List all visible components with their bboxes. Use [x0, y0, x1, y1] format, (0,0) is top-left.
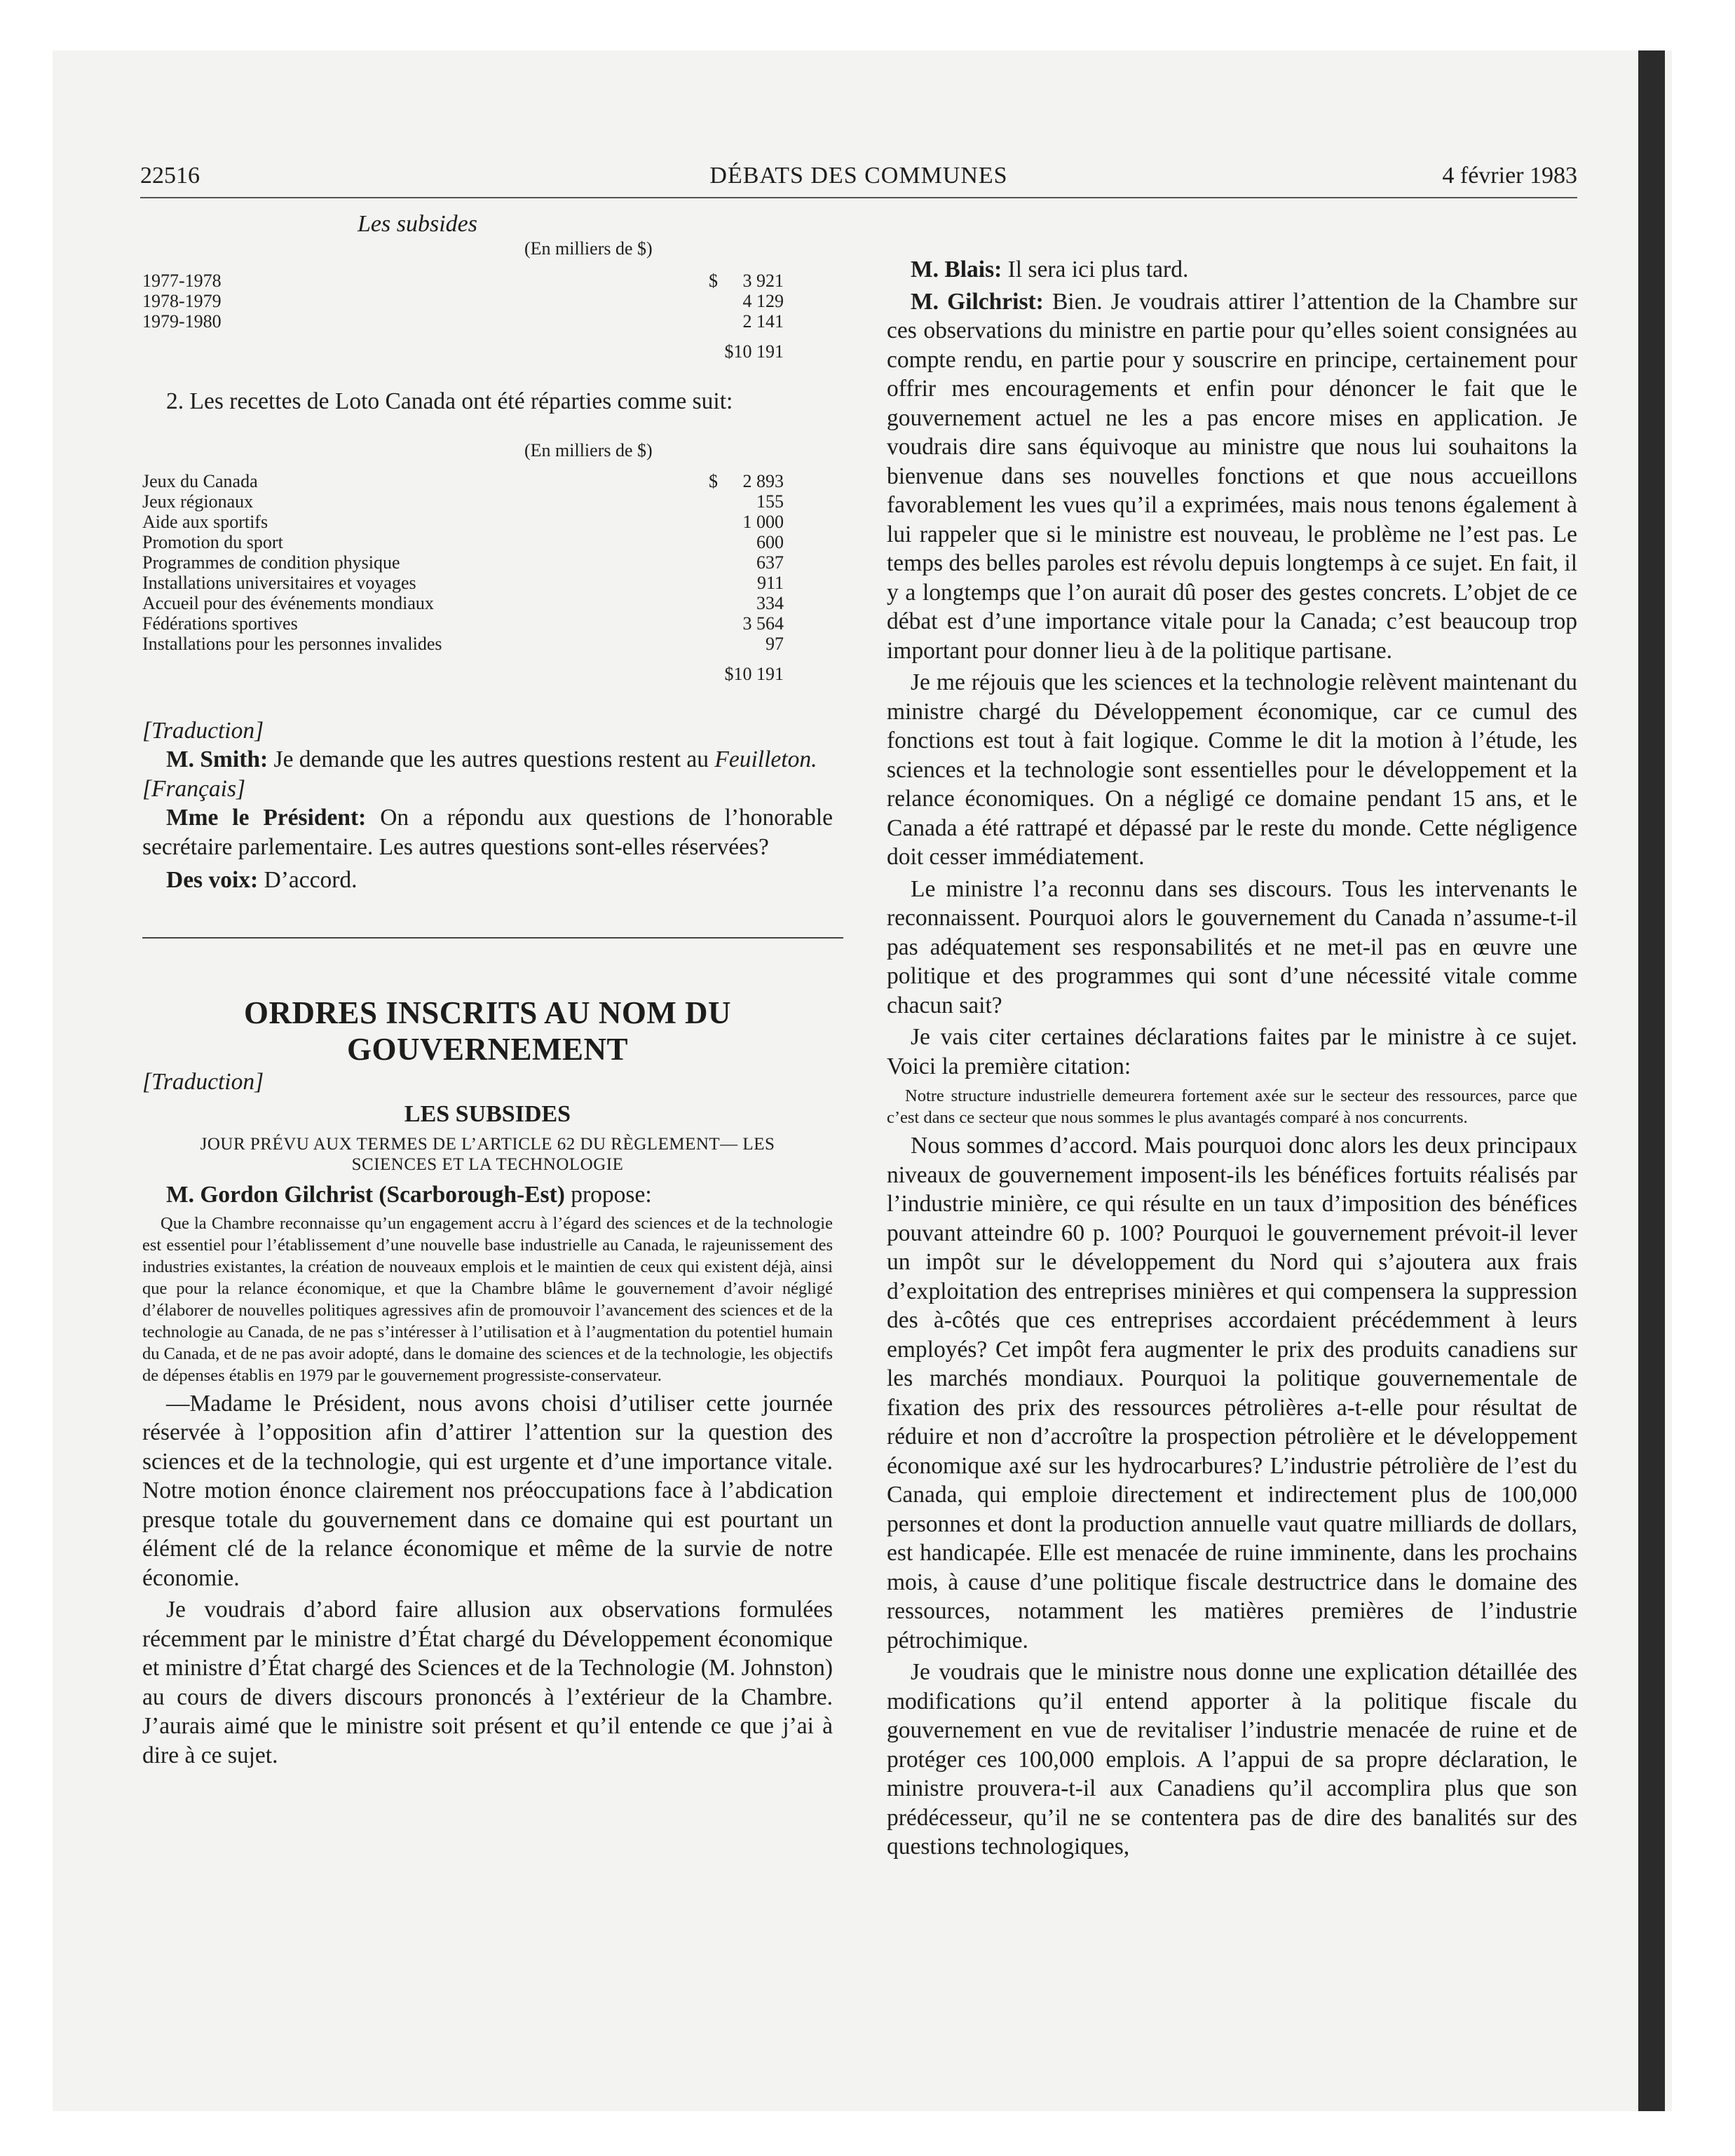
heading-jour-prevu: JOUR PRÉVU AUX TERMES DE L’ARTICLE 62 DU RÈGLEMENT— LES SCIENCES ET LA TECHNOLOGIE [200, 1135, 775, 1174]
table2-row-label: Jeux du Canada [142, 470, 258, 491]
speech-blais [887, 255, 1577, 285]
motion-text: Que la Chambre reconnaisse qu’un engagement accru à l’égard des sciences et de la technologie est essentiel pour l’établissement d’une nouvelle base industrielle au Canada, le rajeunissement des industries existantes, la création de nouveaux emplois et le maintien de ceux qui existent déjà, ainsi que pour la relance économique, et que la Chambre blâme le gouvernement d’avoir négligé d’élaborer de nouvelles politiques agressives afin de promouvoir l’avancement des sciences et de la technologie au Canada, de ne pas s’intéresser à l’utilisation et à l’augmentation du potentiel humain du Canada, et de ne pas avoir adopté, dans le domaine des sciences et de la technologie, les objectifs de dépenses établis en 1979 par le gouvernement progressiste-conservateur. [142, 1213, 833, 1385]
table2-total-value: $10 191 [724, 663, 784, 684]
table2-row-value: 1 000 [742, 511, 784, 532]
speaker-smith: M. Smith: [166, 746, 268, 772]
table2-row-value: 155 [756, 491, 784, 512]
traduction-note-1: [Traduction] [142, 717, 264, 744]
table2-row [142, 613, 833, 634]
table2-rows [142, 471, 833, 654]
header-rule [140, 197, 1577, 198]
speaker-gilchrist: M. Gordon Gilchrist (Scarborough-Est) [166, 1182, 565, 1208]
table1-row [142, 271, 833, 291]
blais-text: Il sera ici plus tard. [1007, 257, 1189, 282]
table2-row-label: Aide aux sportifs [142, 511, 268, 532]
table2-row-currency: $ [709, 470, 718, 491]
gilchrist-text: Bien. Je voudrais attirer l’attention de la Chambre sur ces observations du ministre en partie pour qu’elles soient consignées au compte rendu, en partie pour y souscrire en principe, certainement pour offrir mes encouragements et enfin pour dénoncer le fait que le gouvernement actuel ne les a pas encore mises en application. Je voudrais dire sans équivoque au ministre que nous lui souhaitons la bienvenue dans ses nouvelles fonctions et que nous accueillons favorablement les vues qu’il a exprimées, mais nous tenons également à lui rappeler que si le ministre est nouveau, le problème ne l’est pas. Le temps des belles paroles est révolu depuis longtemps à ce sujet. En fait, il y a longtemps que l’on aurait dû poser des gestes concrets. L’objet de ce débat est d’une importance vitale pour la Canada; c’est beaucoup trop important pour donner lieu à de la politique partisane. [887, 288, 1577, 664]
paragraph-abord: Je voudrais d’abord faire allusion aux observations formulées récemment par le ministre d’État chargé du Développement économique et ministre d’État chargé des Sciences et de la Technologie (M. Johnston) au cours de divers discours prononcés à l’extérieur de la Chambre. J’aurais aimé que le ministre soit présent et qu’il entende ce que j’ai à dire à ce sujet. [142, 1597, 833, 1768]
table2-row [142, 573, 833, 593]
table1-row-currency: $ [709, 271, 718, 291]
left-column [142, 210, 833, 1770]
feuilleton: Feuilleton. [714, 746, 817, 772]
francais-note: [Français] [142, 775, 246, 802]
table1-row-value: 2 141 [742, 311, 784, 332]
table1-units: (En milliers de $) [524, 238, 653, 259]
paragraph-citer: Je vais citer certaines déclarations faites par le ministre à ce sujet. Voici la première citation: [887, 1024, 1577, 1079]
table2-row-label: Jeux régionaux [142, 491, 254, 512]
paragraph-explication: Je voudrais que le ministre nous donne une explication détaillée des modifications qu’il entend apporter à la politique fiscale du gouvernement en vue de revitaliser l’industrie menacée de ruine et de protéger ces 100,000 emplois. A l’appui de sa propre déclaration, le ministre prouvera-t-il aux Canadiens qu’il accomplira plus que son prédécesseur, qu’il ne se contentera pas de dire des banalités sur des questions technologiques, [887, 1659, 1577, 1860]
smith-text: Je demande que les autres questions restent au [273, 746, 709, 772]
running-header [140, 163, 1577, 198]
publication-title: DÉBATS DES COMMUNES [709, 163, 1008, 189]
speaker-voix: Des voix: [166, 867, 259, 893]
table2-row-value: 637 [756, 552, 784, 573]
paragraph-rejouis: Je me réjouis que les sciences et la technologie relèvent maintenant du ministre chargé du Développement économique, car ce cumul des fonctions est tout à fait logique. Comme le dit la motion à l’étude, les sciences et la technologie sont essentielles pour le développement et la relance économiques. On a négligé ce domaine pendant 15 ans, et le Canada a été rattrapé et dépassé par le reste du monde. Cette négligence doit cesser immédiatement. [887, 669, 1577, 870]
table2-row-value: 3 564 [742, 613, 784, 634]
table2-row-value: 2 893 [742, 470, 784, 491]
table2-row-value: 334 [756, 592, 784, 613]
right-column [887, 255, 1577, 1862]
president-text: On a répondu aux questions de l’honorable secrétaire parlementaire. Les autres questions sont-elles réservées? [142, 805, 834, 860]
paragraph-accord: Nous sommes d’accord. Mais pourquoi donc alors les deux principaux niveaux de gouvernement imposent-ils les bénéfices fortuits réalisés par l’industrie minière, ce qui résulte en un taux d’imposition des bénéfices pouvant atteindre 60 p. 100? Pourquoi le gouvernement prévoit-il lever un impôt sur le développement du Nord qui s’ajoutera aux frais d’exploitation des entreprises minières et qui compensera la suppression des à-côtés que ces entreprises accordaient précédemment à leurs employés? Cet impôt fera augmenter le prix des produits canadiens sur les marchés mondiaux. Pourquoi la politique gouvernementale de fixation des prix des ressources pétrolières a-t-elle pour résultat de réduire et non d’accroître la prospection pétrolière et le développement économique axé sur les hydrocarbures? L’industrie pétrolière de l’est du Canada, qui emploie directement et indirectement plus de 100,000 personnes et dont la production annuelle vaut quatre milliards de dollars, est handicapée. Elle est menacée de ruine imminente, dans les prochains mois, à cause d’une politique fiscale destructrice dans le domaine des ressources, notamment les matières premières de l’industrie pétrochimique. [887, 1133, 1577, 1653]
table2-row-value: 600 [756, 531, 784, 552]
table2-row-value: 911 [756, 572, 784, 593]
paragraph-reconnu: Le ministre l’a reconnu dans ses discours. Tous les intervenants le reconnaissent. Pourquoi alors le gouvernement du Canada n’assume-t-il pas adéquatement ses responsabilités et ne met-il pas en œuvre une politique et des programmes qui sont d’une nécessité vitale comme chacun sait? [887, 875, 1577, 1018]
table2-row [142, 532, 833, 552]
table1-row-value: 4 129 [742, 291, 784, 311]
table2-row-label: Installations pour les personnes invalides [142, 633, 442, 654]
heading-ordres: ORDRES INSCRITS AU NOM DU GOUVERNEMENT [243, 995, 732, 1067]
table2-row [142, 471, 833, 491]
table2-row [142, 512, 833, 532]
table1-row [142, 311, 833, 332]
gilchrist-propose [142, 1180, 833, 1210]
table2-row [142, 634, 833, 654]
table2-row-label: Promotion du sport [142, 531, 283, 552]
table1-rows [142, 271, 833, 332]
table2-row-value: 97 [766, 633, 784, 654]
binding-edge [1638, 50, 1665, 2111]
table2-units: (En milliers de $) [524, 439, 653, 460]
table1-row-value: 3 921 [742, 271, 784, 291]
table1-total-value: $10 191 [724, 341, 784, 362]
heading-subsides: LES SUBSIDES [404, 1101, 571, 1127]
paragraph-loto: 2. Les recettes de Loto Canada ont été réparties comme suit: [166, 388, 733, 414]
table2-total [142, 664, 833, 684]
speaker-blais: M. Blais: [911, 257, 1002, 282]
speech-gilchrist [887, 287, 1577, 666]
issue-date: 4 février 1983 [1442, 163, 1577, 189]
table1-row [142, 291, 833, 311]
propose-word: propose: [571, 1182, 652, 1208]
table2-row-label: Fédérations sportives [142, 613, 298, 634]
traduction-note-2: [Traduction] [142, 1068, 264, 1095]
table2-row-label: Installations universitaires et voyages [142, 572, 416, 593]
paragraph-madame: —Madame le Président, nous avons choisi d’utiliser cette journée réservée à l’opposition afin d’attirer l’attention sur la question des sciences et de la technologie, qui est urgente et d’une importance vitale. Notre motion énonce clairement nos préoccupations face à l’abdication presque totale du gouvernement dans ce domaine qui est pourtant un élément clé de la relance économique et même de la survie de notre économie. [142, 1390, 833, 1591]
speaker-gilchrist-2: M. Gilchrist: [911, 288, 1044, 315]
table2-row [142, 491, 833, 512]
table2-row [142, 593, 833, 613]
speech-voix [142, 866, 833, 895]
table1-total [142, 341, 833, 362]
minister-quote: Notre structure industrielle demeurera fortement axée sur le secteur des ressources, parce que c’est dans ce secteur que nous sommes le plus avantagés comparé à nos concurrents. [887, 1086, 1577, 1127]
table1-row-label: 1979-1980 [142, 311, 222, 332]
speech-smith [142, 745, 833, 775]
table1-row-label: 1978-1979 [142, 291, 222, 311]
table2-row [142, 552, 833, 573]
speaker-president: Mme le Président: [166, 805, 367, 831]
table2-row-label: Accueil pour des événements mondiaux [142, 592, 434, 613]
page-number: 22516 [140, 163, 200, 189]
table1-row-label: 1977-1978 [142, 271, 222, 291]
speech-president [142, 803, 833, 861]
table2-row-label: Programmes de condition physique [142, 552, 400, 573]
table1-title: Les subsides [358, 211, 477, 237]
voix-text: D’accord. [264, 867, 358, 893]
